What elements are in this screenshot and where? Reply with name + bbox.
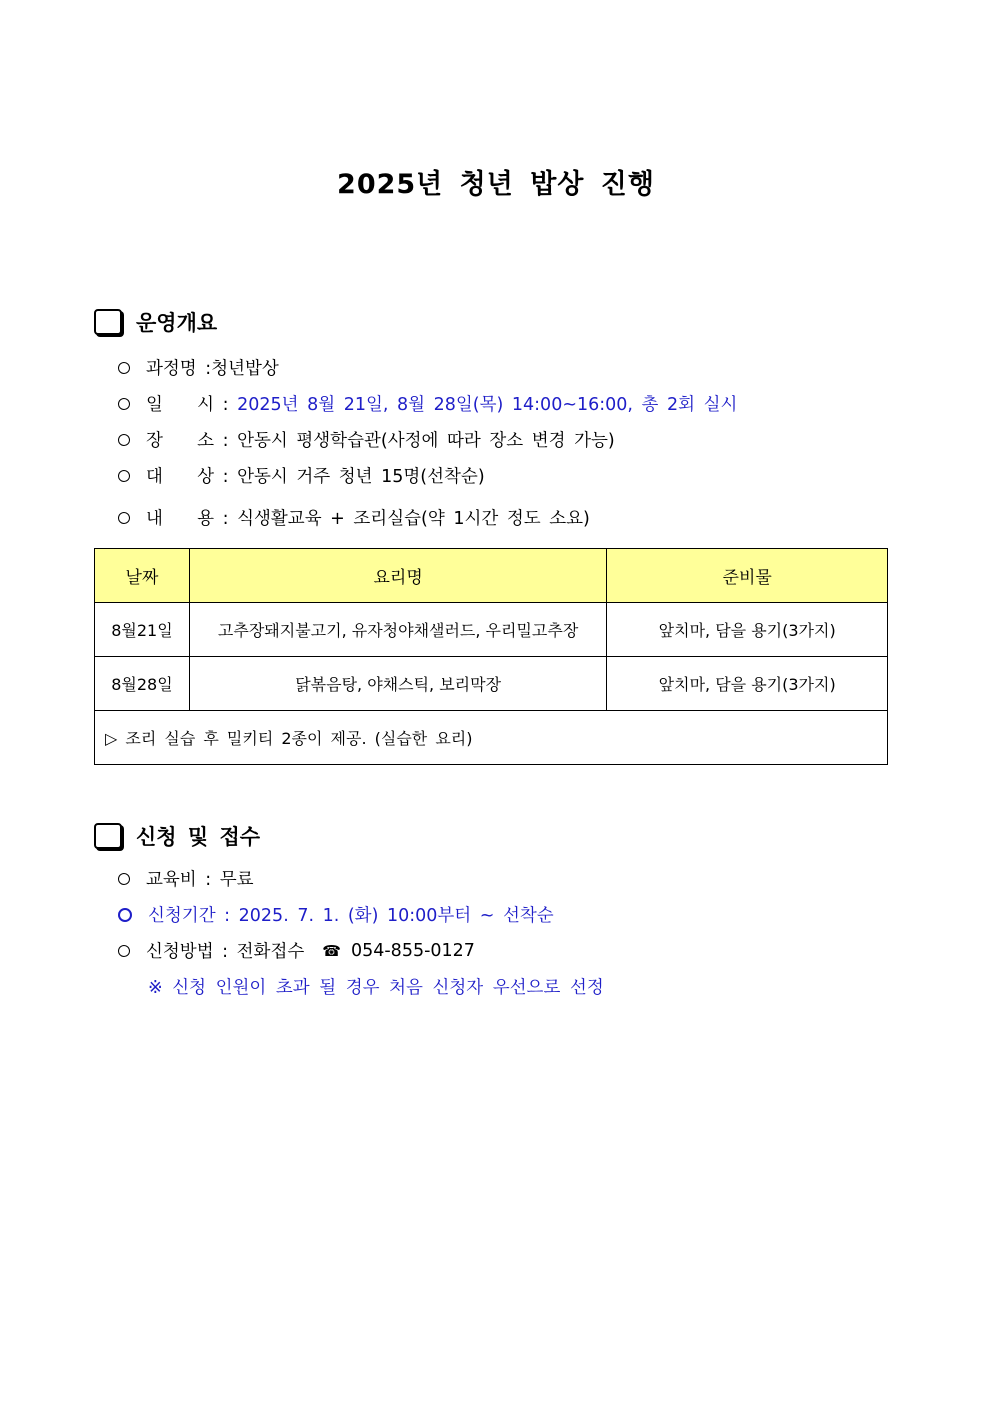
menu-table <box>94 548 888 765</box>
selection-note: ※ 신청 인원이 초과 될 경우 처음 신청자 우선으로 선정 <box>148 978 604 998</box>
circle-bullet-icon <box>118 908 132 922</box>
section-heading-application <box>94 820 260 852</box>
cell-supplies: 앞치마, 담을 용기(3가지) <box>607 657 888 711</box>
item-label: 내 용 : <box>146 509 238 529</box>
item-label: 교육비 : <box>146 870 220 890</box>
item-value: 2025. 7. 1. (화) 10:00부터 ~ 선착순 <box>238 906 554 926</box>
section-title: 신청 및 접수 <box>136 825 261 849</box>
item-value: 무료 <box>219 870 254 890</box>
header-dish: 요리명 <box>189 549 606 603</box>
item-value: 식생활교육 + 조리실습(약 1시간 정도 소요) <box>237 509 590 529</box>
cell-supplies: 앞치마, 담을 용기(3가지) <box>607 603 888 657</box>
info-item-datetime <box>115 391 737 416</box>
table-row <box>95 657 888 711</box>
info-item-course <box>115 355 279 380</box>
table-row <box>95 603 888 657</box>
item-label: 장 소 : <box>146 431 238 451</box>
item-value: 2025년 8월 21일, 8월 28일(목) 14:00~16:00, 총 2회 실시 <box>237 395 738 415</box>
circle-bullet-icon <box>118 873 130 885</box>
info-item-location <box>115 427 615 452</box>
info-item-content <box>115 505 590 530</box>
circle-bullet-icon <box>118 398 130 410</box>
info-item-fee <box>115 866 254 891</box>
table-footer-note: ▷ 조리 실습 후 밀키티 2종이 제공. (실습한 요리) <box>95 711 888 765</box>
item-label: 대 상 : <box>146 467 238 487</box>
info-item-period <box>115 902 554 927</box>
circle-bullet-icon <box>118 945 130 957</box>
item-value: 안동시 거주 청년 15명(선착순) <box>237 467 485 487</box>
checkbox-icon <box>94 309 122 335</box>
circle-bullet-icon <box>118 512 130 524</box>
item-label: 과정명 : <box>146 359 212 379</box>
item-label: 신청기간 : <box>148 906 239 926</box>
item-value: 청년밥상 <box>211 359 279 379</box>
circle-bullet-icon <box>118 362 130 374</box>
cell-date: 8월21일 <box>95 603 190 657</box>
item-value: 안동시 평생학습관(사정에 따라 장소 변경 가능) <box>237 431 615 451</box>
telephone-icon: ☎ <box>322 941 341 960</box>
circle-bullet-icon <box>118 470 130 482</box>
item-label: 신청방법 : <box>146 942 237 962</box>
cell-dish: 고추장돼지불고기, 유자청야채샐러드, 우리밀고추장 <box>189 603 606 657</box>
page-title: 2025년 청년 밥상 진행 <box>337 169 655 200</box>
section-heading-overview <box>94 306 217 338</box>
item-label: 일 시 : <box>146 395 238 415</box>
item-value: 전화접수 <box>236 942 305 962</box>
table-footer-row <box>95 711 888 765</box>
info-item-method <box>115 938 475 963</box>
header-date: 날짜 <box>95 549 190 603</box>
checkbox-icon <box>94 823 122 849</box>
info-item-target <box>115 463 485 488</box>
header-supplies: 준비물 <box>607 549 888 603</box>
section-title: 운영개요 <box>136 311 218 335</box>
cell-dish: 닭볶음탕, 야채스틱, 보리막장 <box>189 657 606 711</box>
circle-bullet-icon <box>118 434 130 446</box>
phone-number: 054-855-0127 <box>350 940 475 961</box>
table-header-row <box>95 549 888 603</box>
cell-date: 8월28일 <box>95 657 190 711</box>
